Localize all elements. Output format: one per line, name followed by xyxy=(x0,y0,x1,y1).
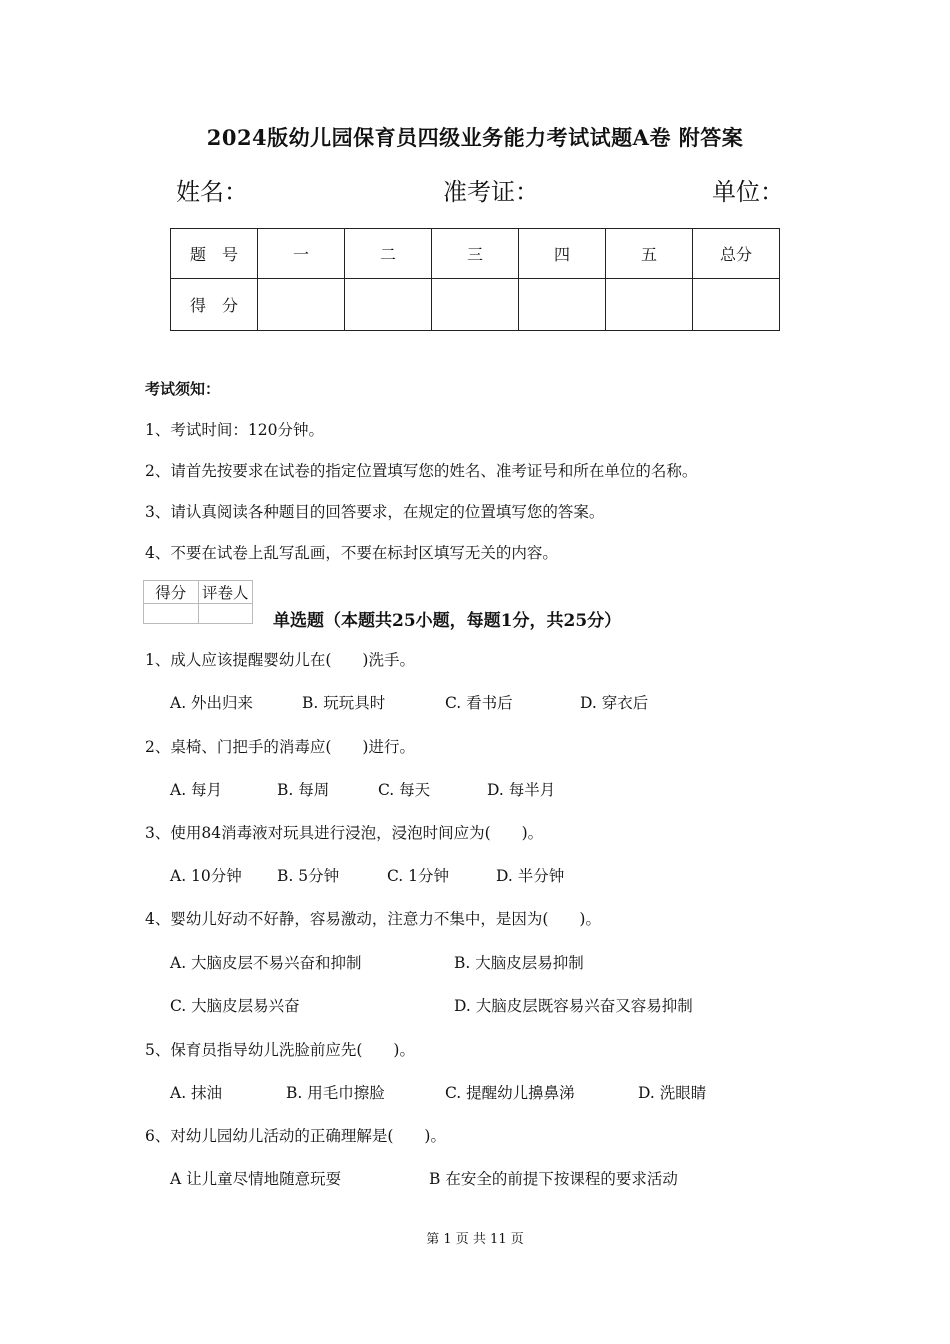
score-table-cell: 得 分 xyxy=(171,279,258,331)
score-table-cell: 五 xyxy=(606,229,693,279)
grader-box xyxy=(143,580,253,624)
section-title: 单选题（本题共25小题，每题1分，共25分） xyxy=(273,611,622,631)
answer-option[interactable]: A. 大脑皮层不易兴奋和抑制 xyxy=(170,954,362,972)
answer-option[interactable]: A. 每月 xyxy=(170,781,223,799)
score-input-cell[interactable] xyxy=(258,279,345,331)
score-table xyxy=(170,228,780,331)
score-input-cell[interactable] xyxy=(606,279,693,331)
notice-title: 考试须知： xyxy=(145,380,221,398)
score-table-cell: 四 xyxy=(519,229,606,279)
question-stem: 6、对幼儿园幼儿活动的正确理解是( )。 xyxy=(145,1127,446,1145)
answer-option[interactable]: A. 10分钟 xyxy=(170,867,242,885)
answer-option[interactable]: D. 大脑皮层既容易兴奋又容易抑制 xyxy=(454,997,693,1015)
grader-score-cell[interactable] xyxy=(144,604,199,624)
answer-option[interactable]: C. 提醒幼儿擤鼻涕 xyxy=(445,1084,575,1102)
answer-option[interactable]: A. 抹油 xyxy=(170,1084,223,1102)
page-title: 2024版幼儿园保育员四级业务能力考试试题A卷 附答案 xyxy=(206,125,744,150)
grader-name-label: 评卷人 xyxy=(198,581,253,604)
answer-option[interactable]: C. 大脑皮层易兴奋 xyxy=(170,997,300,1015)
answer-option[interactable]: B. 5分钟 xyxy=(277,867,340,885)
unit-field-label: 单位： xyxy=(712,178,784,206)
question-stem: 1、成人应该提醒婴幼儿在( )洗手。 xyxy=(145,651,415,669)
score-table-cell: 总分 xyxy=(693,229,780,279)
answer-option[interactable]: C. 看书后 xyxy=(445,694,513,712)
score-input-cell[interactable] xyxy=(345,279,432,331)
score-table-cell: 三 xyxy=(432,229,519,279)
notice-item: 3、请认真阅读各种题目的回答要求，在规定的位置填写您的答案。 xyxy=(145,503,605,521)
score-table-cell: 题 号 xyxy=(171,229,258,279)
answer-option[interactable]: D. 半分钟 xyxy=(496,867,565,885)
answer-option[interactable]: B. 每周 xyxy=(277,781,330,799)
answer-option[interactable]: B. 用毛巾擦脸 xyxy=(286,1084,385,1102)
question-stem: 4、婴幼儿好动不好静，容易激动，注意力不集中，是因为( )。 xyxy=(145,910,601,928)
score-table-header-row xyxy=(171,229,780,279)
question-stem: 2、桌椅、门把手的消毒应( )进行。 xyxy=(145,738,415,756)
name-field-label: 姓名： xyxy=(176,178,248,206)
answer-option[interactable]: D. 洗眼睛 xyxy=(638,1084,707,1102)
score-table-cell: 二 xyxy=(345,229,432,279)
answer-option[interactable]: D. 每半月 xyxy=(487,781,556,799)
answer-option[interactable]: A 让儿童尽情地随意玩耍 xyxy=(170,1170,342,1188)
answer-option[interactable]: C. 1分钟 xyxy=(387,867,450,885)
answer-option[interactable]: A. 外出归来 xyxy=(170,694,254,712)
exam-id-field-label: 准考证： xyxy=(443,178,539,206)
answer-option[interactable]: C. 每天 xyxy=(378,781,431,799)
notice-item: 4、不要在试卷上乱写乱画，不要在标封区填写无关的内容。 xyxy=(145,544,558,562)
page-footer: 第 1 页 共 11 页 xyxy=(426,1232,524,1247)
answer-option[interactable]: B 在安全的前提下按课程的要求活动 xyxy=(429,1170,678,1188)
question-stem: 3、使用84消毒液对玩具进行浸泡，浸泡时间应为( )。 xyxy=(145,824,544,842)
grader-score-label: 得分 xyxy=(144,581,199,604)
answer-option[interactable]: B. 玩玩具时 xyxy=(302,694,386,712)
notice-item: 2、请首先按要求在试卷的指定位置填写您的姓名、准考证号和所在单位的名称。 xyxy=(145,462,698,480)
score-input-cell[interactable] xyxy=(519,279,606,331)
grader-name-cell[interactable] xyxy=(198,604,253,624)
notice-item: 1、考试时间：120分钟。 xyxy=(145,421,324,439)
question-stem: 5、保育员指导幼儿洗脸前应先( )。 xyxy=(145,1041,415,1059)
score-table-cell: 一 xyxy=(258,229,345,279)
score-input-cell[interactable] xyxy=(432,279,519,331)
answer-option[interactable]: D. 穿衣后 xyxy=(580,694,649,712)
answer-option[interactable]: B. 大脑皮层易抑制 xyxy=(454,954,584,972)
score-table-score-row xyxy=(171,279,780,331)
score-input-cell[interactable] xyxy=(693,279,780,331)
